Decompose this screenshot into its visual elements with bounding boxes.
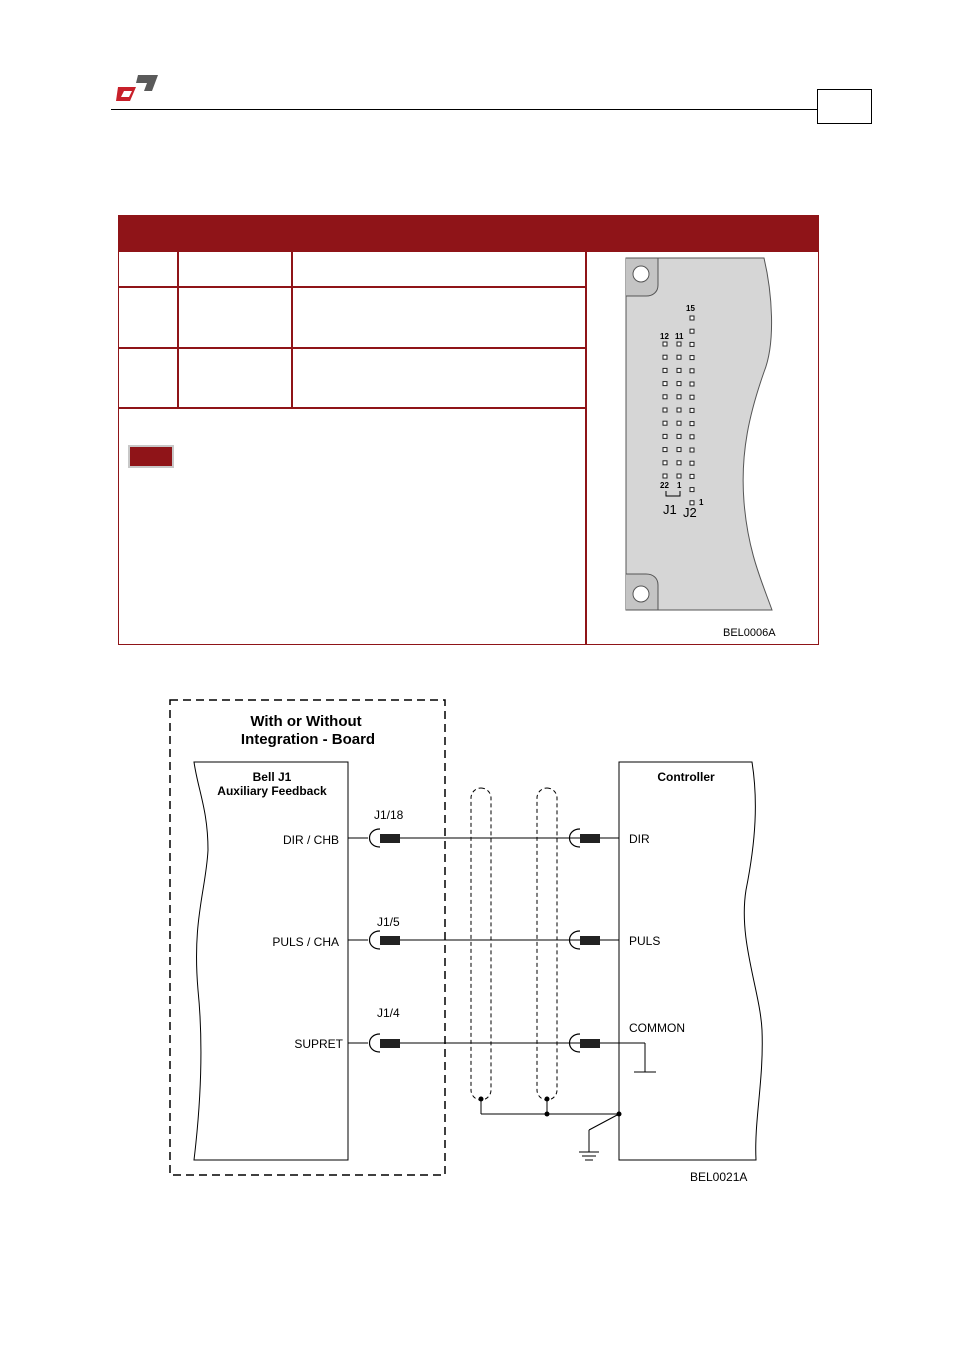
pin-right-common bbox=[580, 1039, 600, 1048]
j1-pin bbox=[677, 342, 681, 346]
header-rule bbox=[111, 109, 818, 110]
j1-pin bbox=[677, 461, 681, 465]
j2-pin bbox=[690, 369, 694, 373]
j2-pin bbox=[690, 435, 694, 439]
j1-pin bbox=[677, 408, 681, 412]
pin-left-puls bbox=[380, 936, 400, 945]
cable-shield-2 bbox=[537, 788, 557, 1100]
left-signal-dir: DIR / CHB bbox=[282, 833, 339, 847]
j2-pin bbox=[690, 342, 694, 346]
pin-right-dir bbox=[580, 834, 600, 843]
mount-hole-top bbox=[633, 266, 649, 282]
j2-pin bbox=[690, 461, 694, 465]
pin-label-dir: J1/18 bbox=[374, 808, 404, 822]
connector-body bbox=[626, 258, 772, 610]
plug-left-common bbox=[370, 1034, 381, 1052]
j1-pin bbox=[663, 448, 667, 452]
cable-shield-1 bbox=[471, 788, 491, 1100]
board-title-line1: With or Without bbox=[250, 713, 362, 730]
pin11-label: 11 bbox=[675, 332, 684, 341]
left-block-title-2: Auxiliary Feedback bbox=[217, 784, 327, 798]
connector-figure bbox=[586, 252, 818, 644]
j2-pin bbox=[690, 408, 694, 412]
table-row-divider-3 bbox=[119, 407, 587, 409]
pin-left-dir bbox=[380, 834, 400, 843]
j1-pin bbox=[663, 474, 667, 478]
mount-hole-bottom bbox=[633, 586, 649, 602]
j2-label: J2 bbox=[683, 505, 697, 520]
table-row-divider-2 bbox=[119, 347, 587, 349]
j1-pin bbox=[677, 434, 681, 438]
pin-left-common bbox=[380, 1039, 400, 1048]
wiring-diagram bbox=[160, 690, 800, 1200]
j1-pin bbox=[677, 421, 681, 425]
j1-pin bbox=[677, 355, 681, 359]
j1-pin bbox=[663, 461, 667, 465]
j1-pin bbox=[677, 382, 681, 386]
connector-figure-id: BEL0006A bbox=[723, 627, 776, 639]
shield-ground bbox=[479, 1097, 622, 1161]
table-col-divider-1 bbox=[177, 251, 179, 409]
right-signal-common: COMMON bbox=[629, 1021, 685, 1035]
j1-pin bbox=[663, 408, 667, 412]
j1-pin bbox=[663, 434, 667, 438]
left-block-title-1: Bell J1 bbox=[252, 770, 292, 784]
j1-pin bbox=[663, 421, 667, 425]
j2-pin bbox=[690, 316, 694, 320]
pin-label-puls: J1/5 bbox=[377, 915, 400, 929]
j1-pin bbox=[663, 342, 667, 346]
plug-left-puls bbox=[370, 931, 381, 949]
j1-pin bbox=[677, 474, 681, 478]
left-signal-puls: PULS / CHA bbox=[272, 935, 339, 949]
bell-j1-block bbox=[194, 762, 348, 1160]
j1-label: J1 bbox=[663, 502, 677, 517]
chassis-lead-diag bbox=[589, 1114, 619, 1130]
controller-title: Controller bbox=[657, 770, 715, 784]
controller-block bbox=[619, 762, 762, 1160]
table-row-divider-1 bbox=[119, 286, 587, 288]
j2-pin bbox=[690, 395, 694, 399]
pin12-label: 12 bbox=[660, 332, 669, 341]
company-logo bbox=[116, 73, 160, 108]
pin-label-common: J1/4 bbox=[377, 1006, 400, 1020]
pin-right-puls bbox=[580, 936, 600, 945]
j1-pin bbox=[663, 382, 667, 386]
j2-pin bbox=[690, 474, 694, 478]
j2-pin bbox=[690, 329, 694, 333]
j1-pin bbox=[663, 355, 667, 359]
j2-pin bbox=[690, 356, 694, 360]
right-signal-puls: PULS bbox=[629, 934, 661, 948]
j1-pin bbox=[677, 448, 681, 452]
shield-bus-node bbox=[545, 1112, 550, 1117]
j2-pin bbox=[690, 488, 694, 492]
table-col-divider-2 bbox=[291, 251, 293, 409]
j1-pin bbox=[663, 368, 667, 372]
right-signal-dir: DIR bbox=[629, 832, 650, 846]
note-badge bbox=[128, 445, 174, 468]
j1-pin bbox=[677, 368, 681, 372]
j2-pin bbox=[690, 448, 694, 452]
table-title-bar bbox=[118, 215, 819, 252]
pin22-label: 22 bbox=[660, 481, 669, 490]
j2-pin bbox=[690, 382, 694, 386]
wiring-figure-id: BEL0021A bbox=[690, 1170, 748, 1184]
shield-2-node bbox=[545, 1097, 550, 1102]
j1-pin bbox=[677, 395, 681, 399]
j1-pin bbox=[663, 395, 667, 399]
page-number-box bbox=[817, 89, 872, 124]
pin1-j1-label: 1 bbox=[677, 481, 682, 490]
left-signal-supret: SUPRET bbox=[294, 1037, 343, 1051]
shield-1-node bbox=[479, 1097, 484, 1102]
j2-pin bbox=[690, 422, 694, 426]
plug-left-dir bbox=[370, 829, 381, 847]
pin1-j2-label: 1 bbox=[699, 498, 704, 507]
board-title-line2: Integration - Board bbox=[240, 731, 376, 748]
pin15-label: 15 bbox=[686, 304, 695, 313]
